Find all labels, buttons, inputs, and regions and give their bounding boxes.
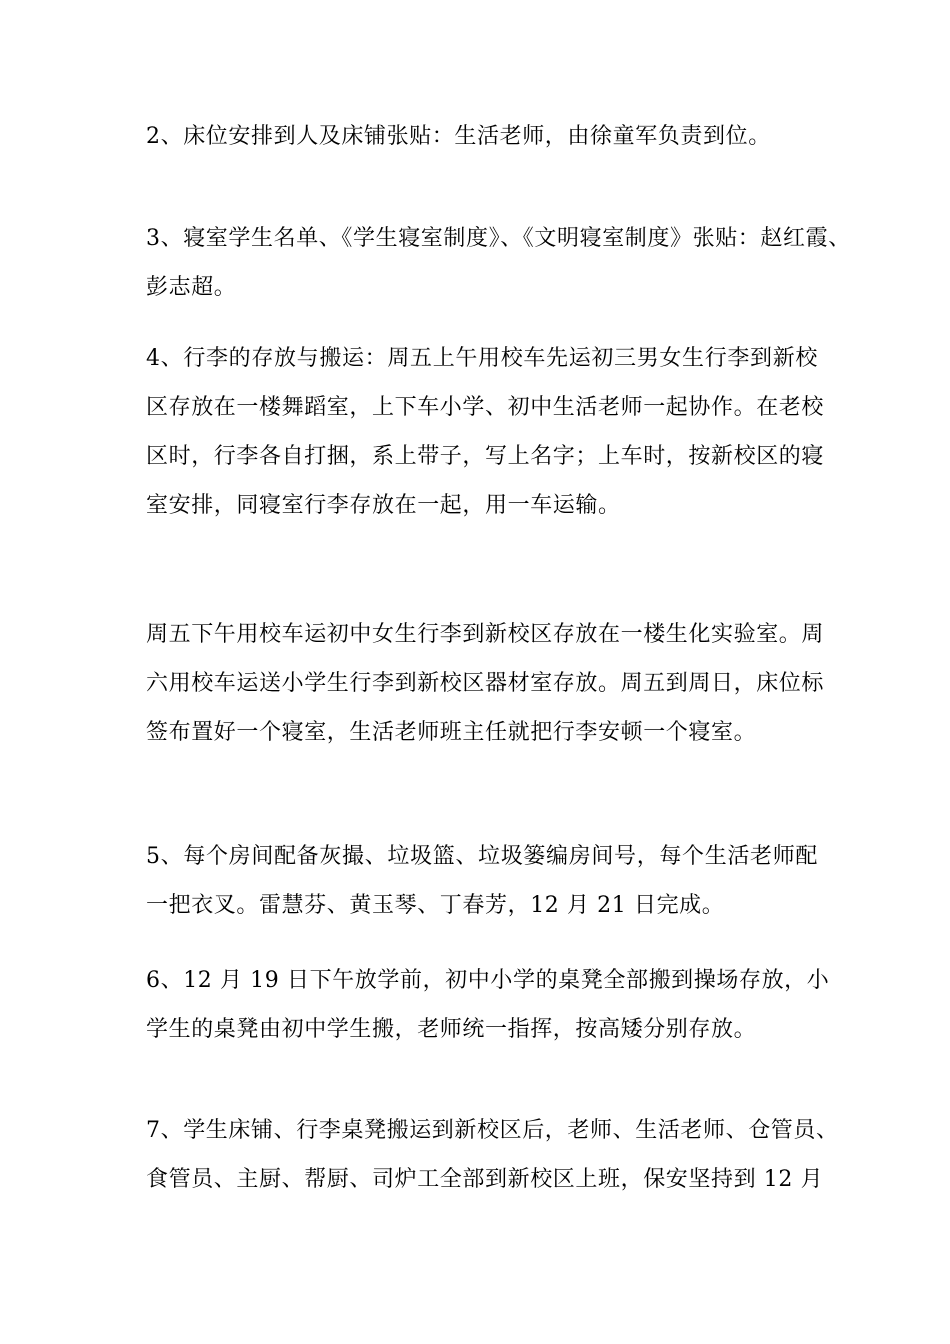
paragraph-line: 7、学生床铺、行李桌凳搬运到新校区后，老师、生活老师、仓管员、: [146, 1118, 839, 1143]
paragraph-line: 6、12 月 19 日下午放学前，初中小学的桌凳全部搬到操场存放，小: [146, 968, 830, 993]
paragraph-line: 彭志超。: [146, 275, 237, 300]
paragraph-line: 5、每个房间配备灰撮、垃圾篮、垃圾篓编房间号，每个生活老师配: [146, 844, 818, 869]
paragraph-line: 区存放在一楼舞蹈室，上下车小学、初中生活老师一起协作。在老校: [146, 395, 825, 420]
paragraph-line: 学生的桌凳由初中学生搬，老师统一指挥，按高矮分别存放。: [146, 1017, 757, 1042]
paragraph-item-7: [146, 1106, 839, 1204]
paragraph-friday-transport: [146, 610, 825, 757]
paragraph-line: 六用校车运送小学生行李到新校区器材室存放。周五到周日，床位标: [146, 671, 825, 696]
paragraph-line: 周五下午用校车运初中女生行李到新校区存放在一楼生化实验室。周: [146, 622, 825, 647]
paragraph-line: 2、床位安排到人及床铺张贴：生活老师，由徐童军负责到位。: [146, 124, 771, 149]
paragraph-item-6: [146, 956, 830, 1054]
paragraph-line: 食管员、主厨、帮厨、司炉工全部到新校区上班，保安坚持到 12 月: [146, 1167, 824, 1192]
paragraph-line: 区时，行李各自打捆，系上带子，写上名字；上车时，按新校区的寝: [146, 444, 825, 469]
paragraph-line: 室安排，同寝室行李存放在一起，用一车运输。: [146, 493, 621, 518]
paragraph-line: 3、寝室学生名单、《学生寝室制度》、《文明寝室制度》张贴：赵红霞、: [146, 226, 851, 251]
paragraph-line: 4、行李的存放与搬运：周五上午用校车先运初三男女生行李到新校: [146, 346, 818, 371]
paragraph-line: 一把衣叉。雷慧芬、黄玉琴、丁春芳，12 月 21 日完成。: [146, 893, 725, 918]
paragraph-item-2: [146, 112, 818, 161]
paragraph-item-4: [146, 334, 825, 530]
paragraph-line: 签布置好一个寝室，生活老师班主任就把行李安顿一个寝室。: [146, 720, 757, 745]
paragraph-item-3: [146, 214, 851, 312]
paragraph-item-5: [146, 832, 818, 930]
